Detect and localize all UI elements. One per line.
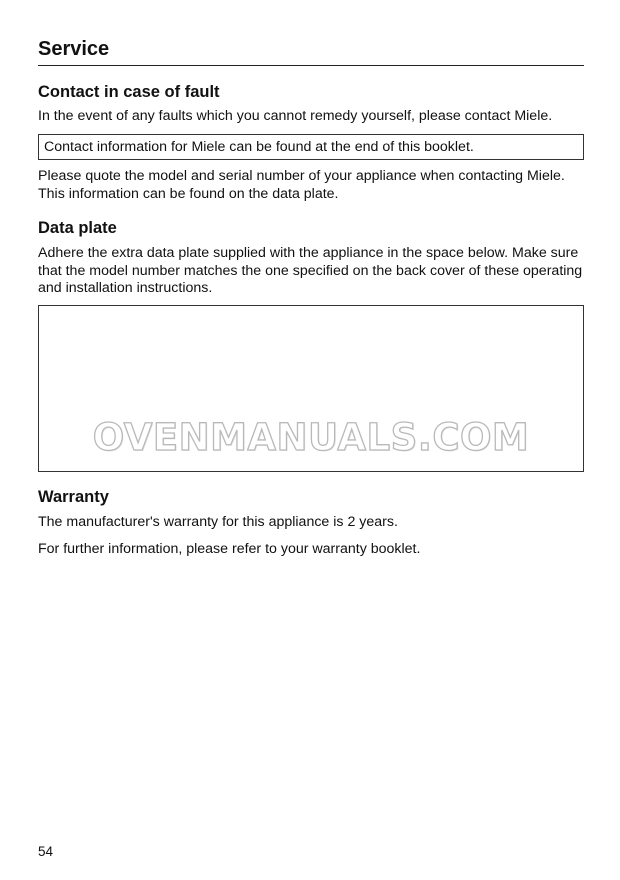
data-plate-area [38, 305, 584, 472]
contact-followup-text: Please quote the model and serial number of your appliance when contacting Miele. This information can be found on the data plate. [38, 168, 565, 202]
watermark: OVENMANUALS.COM [92, 416, 530, 459]
contact-intro-text: In the event of any faults which you cannot remedy yourself, please contact Miele. [38, 108, 553, 124]
section-title: Service [38, 38, 110, 60]
title-divider [38, 65, 584, 66]
contact-heading: Contact in case of fault [38, 83, 220, 101]
warranty-further-text: For further information, please refer to your warranty booklet. [38, 541, 421, 557]
data-plate-heading: Data plate [38, 219, 117, 237]
data-plate-instructions: Adhere the extra data plate supplied with the appliance in the space below. Make sure that the model number matches the one specified on the back cover of these operating and installation instructions. [38, 245, 583, 296]
warranty-heading: Warranty [38, 488, 109, 506]
contact-note-box [38, 134, 584, 160]
warranty-period-text: The manufacturer's warranty for this appliance is 2 years. [38, 514, 398, 530]
manual-page [38, 0, 584, 880]
page-number: 54 [38, 844, 54, 859]
contact-note-text: Contact information for Miele can be found at the end of this booklet. [44, 139, 474, 155]
